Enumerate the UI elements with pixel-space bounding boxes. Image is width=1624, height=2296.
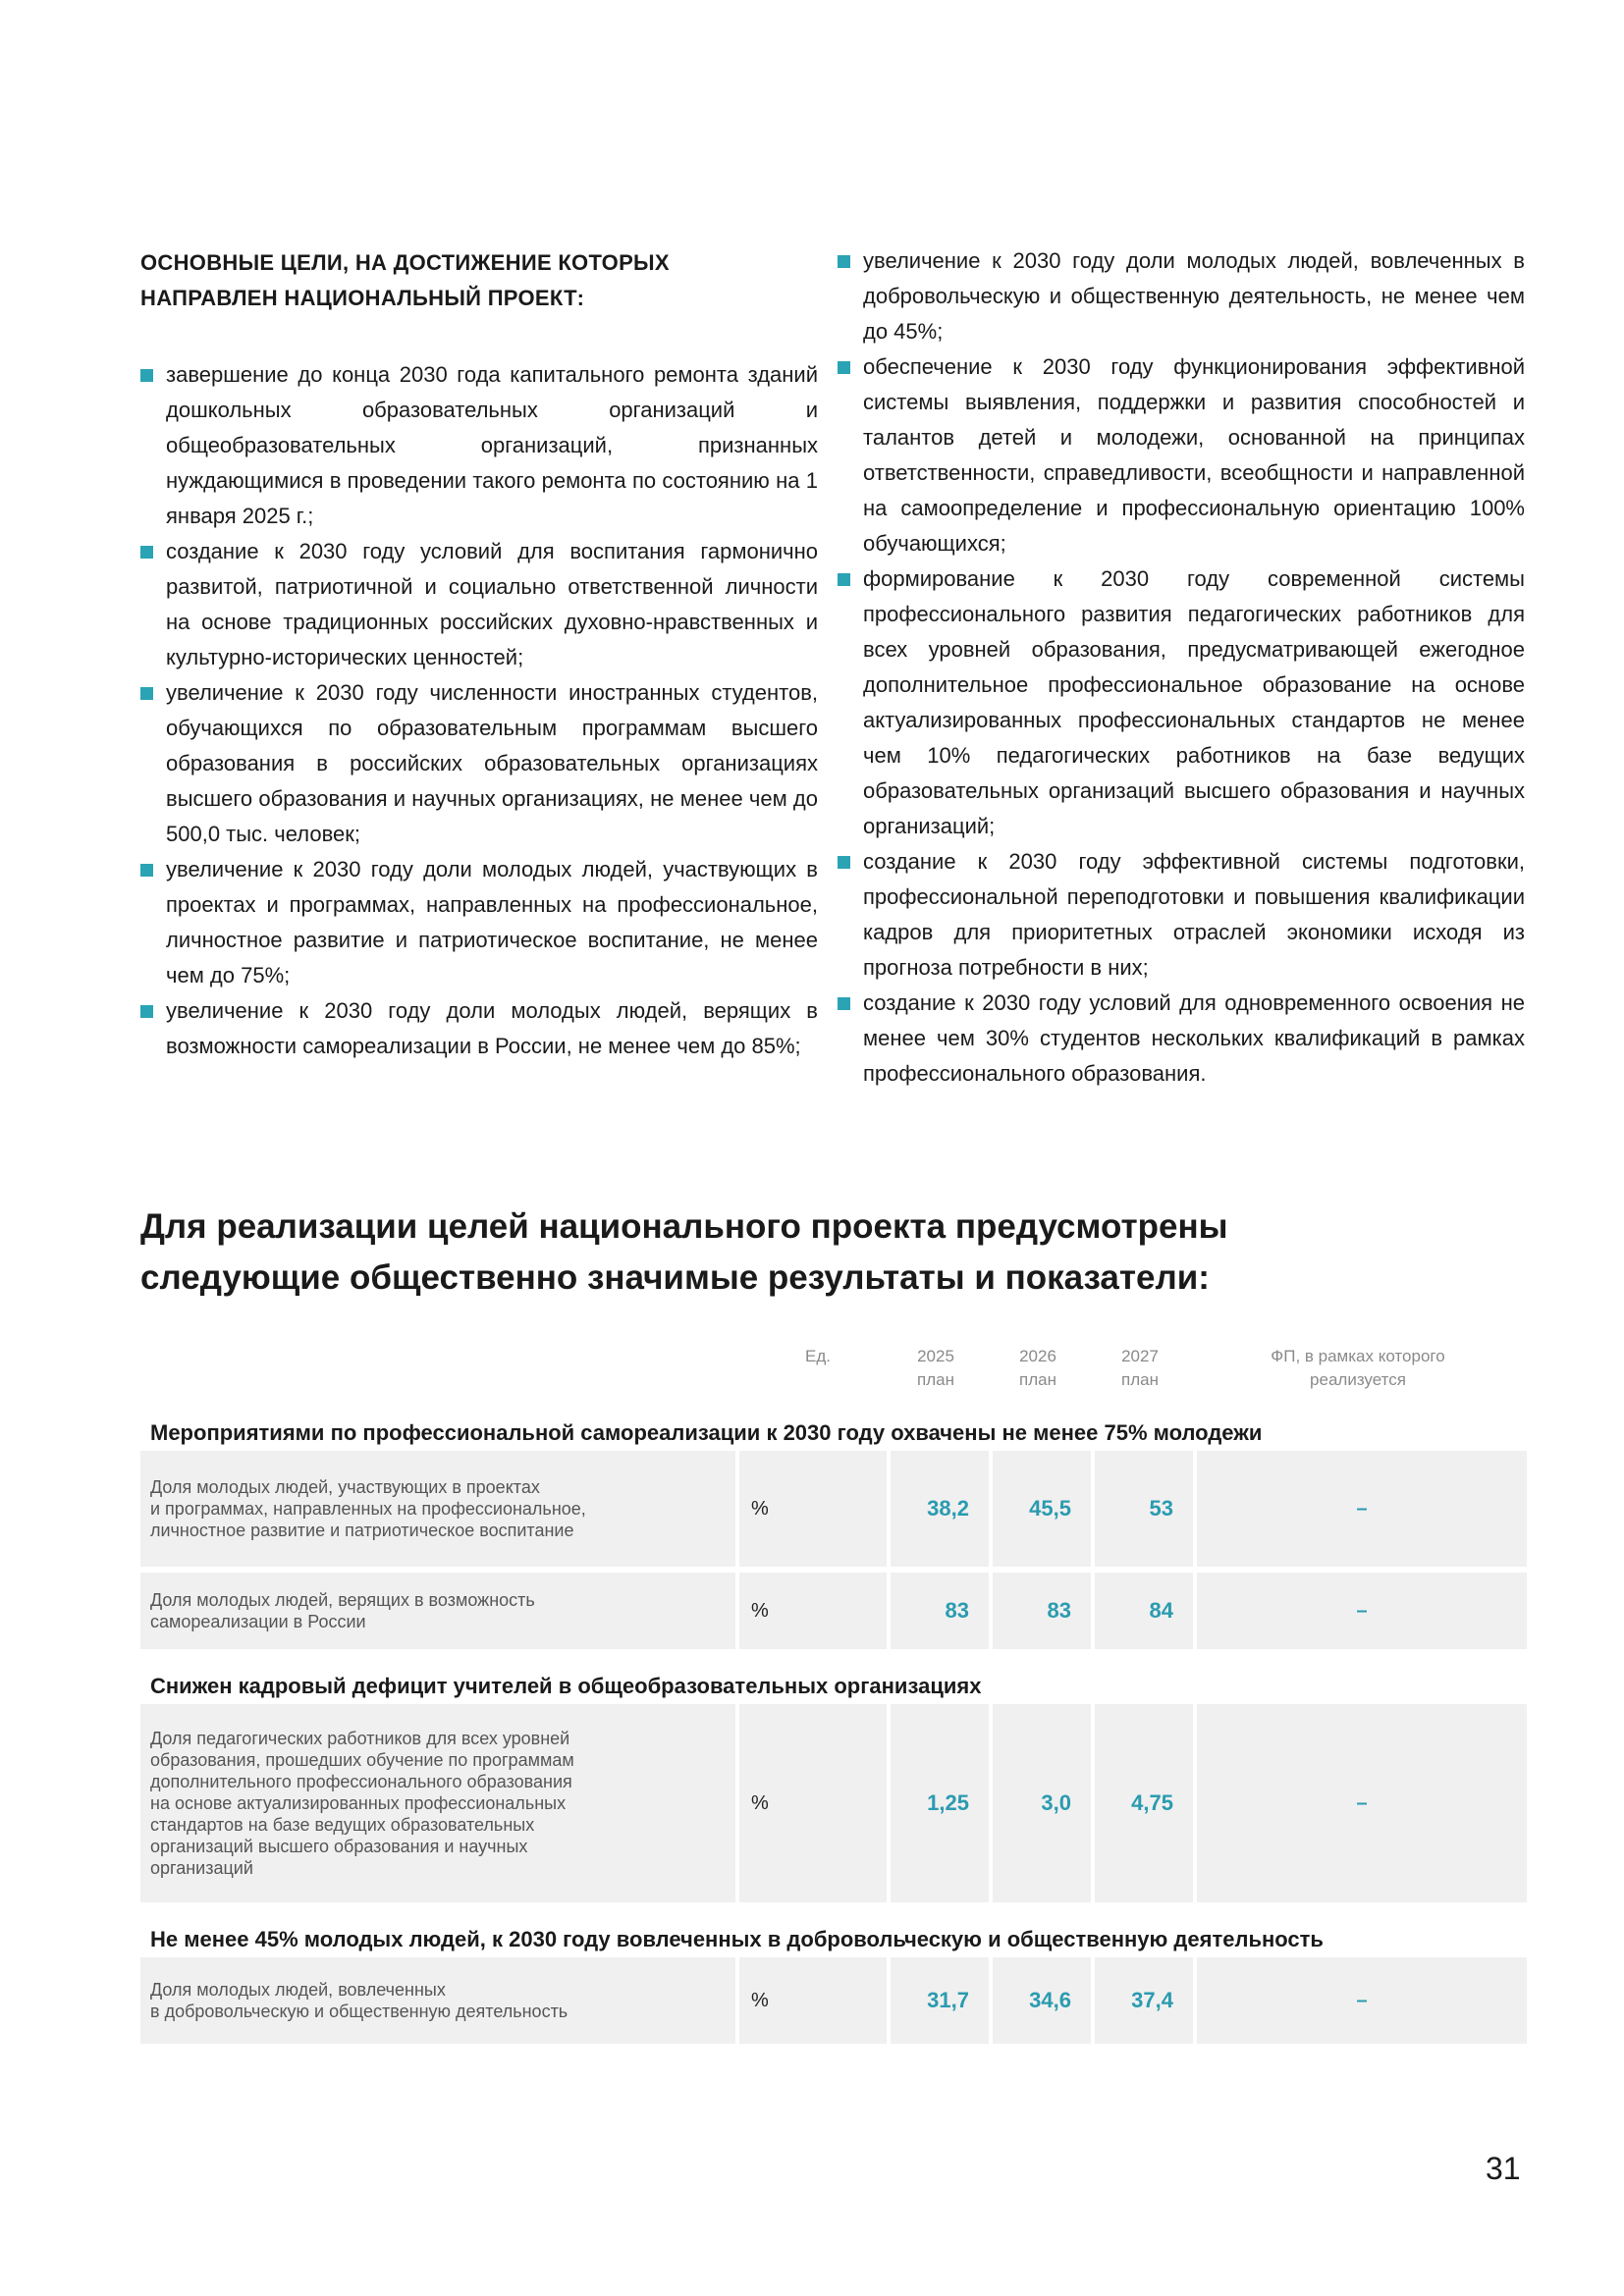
square-bullet-icon	[838, 573, 850, 586]
goal-text: создание к 2030 году условий для воспитания гармонично развитой, патриотичной и социально ответственной личности на основе традиционных российских духовно-нравственных и культурно-исторических ценностей;	[166, 539, 818, 669]
value-2027: 4,75	[1095, 1704, 1193, 1902]
indicators-table	[140, 1345, 1521, 2050]
indicator-name: Доля молодых людей, участвующих в проектах и программах, направленных на профессиональное, личностное развитие и патриотическое воспитание	[140, 1451, 735, 1567]
goal-item	[140, 357, 818, 534]
goal-text: увеличение к 2030 году доли молодых людей, верящих в возможности самореализации в России, не менее чем до 85%;	[166, 998, 818, 1058]
square-bullet-icon	[838, 856, 850, 869]
group-title: Снижен кадровый дефицит учителей в общеобразовательных организациях	[150, 1674, 982, 1698]
header-2025: 2025 план	[917, 1347, 954, 1389]
goal-text: формирование к 2030 году современной системы профессионального развития педагогических работников для всех уровней образования, предусматривающей ежегодное дополнительное профессиональное образование на основе актуализированных профессиональных стандартов не менее чем 10% педагогических работников на базе ведущих образовательных организаций высшего образования и научных организаций;	[863, 566, 1525, 838]
square-bullet-icon	[838, 255, 850, 268]
goal-item	[140, 534, 818, 675]
results-heading-line2: следующие общественно значимые результаты и показатели:	[140, 1258, 1210, 1297]
square-bullet-icon	[838, 361, 850, 374]
value-2027: 53	[1095, 1451, 1193, 1567]
goal-item	[838, 349, 1525, 561]
indicator-name: Доля педагогических работников для всех уровней образования, прошедших обучение по программам дополнительного профессионального образования на основе актуализированных профессиональных стандартов на базе ведущих образовательных организаций высшего образования и научных организаций	[140, 1704, 735, 1902]
square-bullet-icon	[140, 1005, 153, 1018]
indicator-unit: %	[739, 1704, 887, 1902]
value-2026: 34,6	[993, 1957, 1091, 2044]
value-2026: 45,5	[993, 1451, 1091, 1567]
goal-item	[838, 561, 1525, 844]
indicator-name: Доля молодых людей, вовлеченных в добровольческую и общественную деятельность	[140, 1957, 735, 2044]
table-row	[140, 1451, 1521, 1567]
results-heading-line1: Для реализации целей национального проекта предусмотрены	[140, 1207, 1228, 1246]
fp-value: –	[1197, 1704, 1527, 1902]
header-2026: 2026 план	[1019, 1347, 1056, 1389]
goal-text: увеличение к 2030 году доли молодых людей, участвующих в проектах и программах, направленных на профессиональное, личностное развитие и патриотическое воспитание, не менее чем до 75%;	[166, 857, 818, 988]
value-2025: 83	[891, 1573, 989, 1649]
value-2025: 1,25	[891, 1704, 989, 1902]
header-unit: Ед.	[805, 1347, 831, 1365]
goals-list-left	[140, 357, 818, 1064]
table-row	[140, 1957, 1521, 2044]
value-2027: 37,4	[1095, 1957, 1193, 2044]
table-row	[140, 1704, 1521, 1902]
goals-list-right	[838, 243, 1525, 1092]
fp-value: –	[1197, 1957, 1527, 2044]
goals-heading	[140, 245, 818, 316]
goal-item	[838, 844, 1525, 986]
goal-item	[140, 675, 818, 852]
goal-item	[140, 993, 818, 1064]
value-2025: 31,7	[891, 1957, 989, 2044]
square-bullet-icon	[140, 546, 153, 559]
results-heading	[140, 1201, 1515, 1304]
square-bullet-icon	[140, 687, 153, 700]
header-2027: 2027 план	[1121, 1347, 1159, 1389]
value-2025: 38,2	[891, 1451, 989, 1567]
table-header	[140, 1345, 1521, 1404]
value-2026: 83	[993, 1573, 1091, 1649]
fp-value: –	[1197, 1573, 1527, 1649]
goal-text: создание к 2030 году эффективной системы подготовки, профессиональной переподготовки и повышения квалификации кадров для приоритетных отраслей экономики исходя из прогноза потребности в них;	[863, 849, 1525, 980]
indicator-name: Доля молодых людей, верящих в возможность самореализации в России	[140, 1573, 735, 1649]
square-bullet-icon	[140, 864, 153, 877]
fp-value: –	[1197, 1451, 1527, 1567]
goal-item	[838, 986, 1525, 1092]
header-fp: ФП, в рамках которого реализуется	[1271, 1347, 1445, 1389]
square-bullet-icon	[838, 997, 850, 1010]
square-bullet-icon	[140, 369, 153, 382]
value-2027: 84	[1095, 1573, 1193, 1649]
group-title: Не менее 45% молодых людей, к 2030 году вовлеченных в добровольческую и общественную деятельность	[150, 1927, 1324, 1951]
page-number: 31	[1486, 2151, 1521, 2186]
goal-item	[838, 243, 1525, 349]
indicator-unit: %	[739, 1957, 887, 2044]
goals-left-column	[140, 245, 818, 1064]
goals-right-column	[838, 243, 1525, 1092]
goal-text: увеличение к 2030 году доли молодых людей, вовлеченных в добровольческую и общественную деятельность, не менее чем до 45%;	[863, 248, 1525, 344]
indicator-unit: %	[739, 1451, 887, 1567]
goal-item	[140, 852, 818, 993]
goal-text: создание к 2030 году условий для одновременного освоения не менее чем 30% студентов нескольких квалификаций в рамках профессионального образования.	[863, 990, 1525, 1086]
group-title: Мероприятиями по профессиональной самореализации к 2030 году охвачены не менее 75% молодежи	[150, 1420, 1263, 1445]
table-row	[140, 1573, 1521, 1649]
goals-heading-line2: НАПРАВЛЕН НАЦИОНАЛЬНЫЙ ПРОЕКТ:	[140, 286, 585, 310]
goal-text: обеспечение к 2030 году функционирования эффективной системы выявления, поддержки и развития способностей и талантов детей и молодежи, основанной на принципах ответственности, справедливости, всеобщности и направленной на самоопределение и профессиональную ориентацию 100% обучающихся;	[863, 354, 1525, 556]
value-2026: 3,0	[993, 1704, 1091, 1902]
goal-text: увеличение к 2030 году численности иностранных студентов, обучающихся по образовательным программам высшего образования в российских образовательных организациях высшего образования и научных организациях, не менее чем до 500,0 тыс. человек;	[166, 680, 818, 846]
goal-text: завершение до конца 2030 года капитального ремонта зданий дошкольных образовательных организаций и общеобразовательных организаций, признанных нуждающимися в проведении такого ремонта по состоянию на 1 января 2025 г.;	[166, 362, 818, 528]
indicator-unit: %	[739, 1573, 887, 1649]
goals-heading-line1: ОСНОВНЫЕ ЦЕЛИ, НА ДОСТИЖЕНИЕ КОТОРЫХ	[140, 250, 670, 275]
